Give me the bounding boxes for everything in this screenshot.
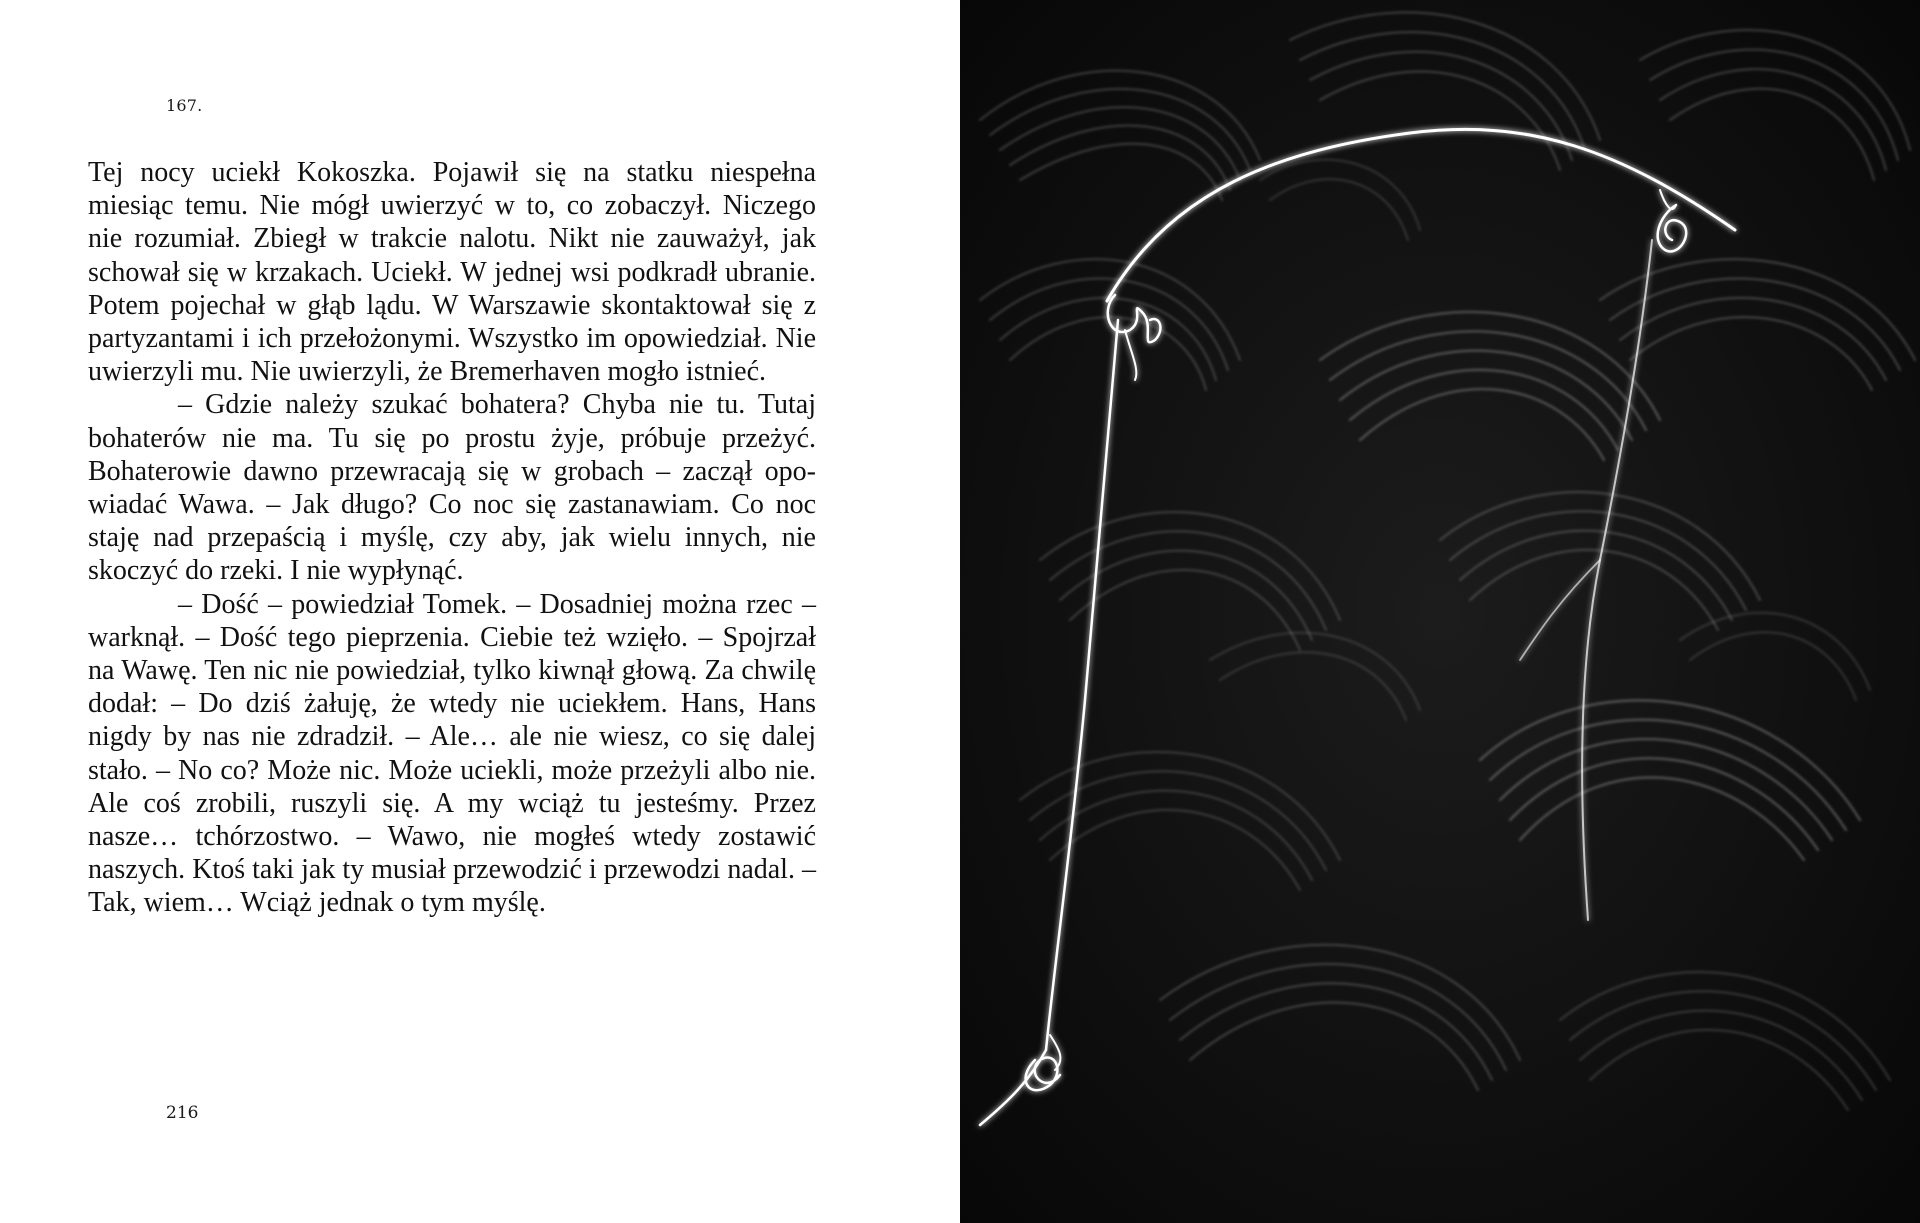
paragraph-3: – Dość – powiedział Tomek. – Dosadniej można rzec – warknął. – Dość tego pieprzenia. Ciebie też wzięło. – Spojrzał na Wawę. Ten nic nie powiedział, tylko kiwnął głową. Za chwilę dodał: – Do dziś żałuję, że wtedy nie uciekłem. Hans, Hans nigdy by nas nie zdradził. – Ale… ale nie wiesz, co się dalej stało. – No co? Może nic. Może uciekli, może przeżyli albo nie. Ale coś zrobili, ruszyli się. A my wciąż tu jesteśmy. Przez nasze… tchórzostwo. – Wawo, nie mogłeś wtedy zostawić naszych. Ktoś taki jak ty musiał przewodzić i przewodzi nadal. – Tak, wiem… Wciąż jednak o tym myślę. — [88, 588, 816, 919]
right-page-illustration — [960, 0, 1920, 1223]
brushstroke-artwork — [960, 0, 1920, 1223]
paragraph-2: – Gdzie należy szukać bohatera? Chyba nie tu. Tutaj bohaterów nie ma. Tu się po prostu żyje, próbuje przeżyć. Bohaterowie dawno przewracają się w grobach – zaczął opowiadać Wawa. – Jak długo? Co noc się zastanawiam. Co noc staję nad przepaścią i myślę, czy aby, jak wielu innych, nie skoczyć do rzeki. I nie wypłynąć. — [88, 389, 816, 587]
chapter-number: 167. — [166, 96, 203, 115]
body-text — [88, 156, 816, 920]
paragraph-1: Tej nocy uciekł Kokoszka. Pojawił się na statku niespełna miesiąc temu. Nie mógł uwierzyć w to, co zobaczył. Niczego nie rozumiał. Zbiegł w trakcie nalotu. Nikt nie zauważył, jak schował się w krzakach. Uciekł. W jednej wsi podkradł ubranie. Potem pojechał w głąb lądu. W Warszawie skontaktował się z partyzantami i ich przełożonymi. Wszystko im opowiedział. Nie uwierzyli mu. Nie uwierzyli, że Bremerhaven mogło istnieć. — [88, 157, 816, 388]
page-number: 216 — [166, 1103, 199, 1123]
